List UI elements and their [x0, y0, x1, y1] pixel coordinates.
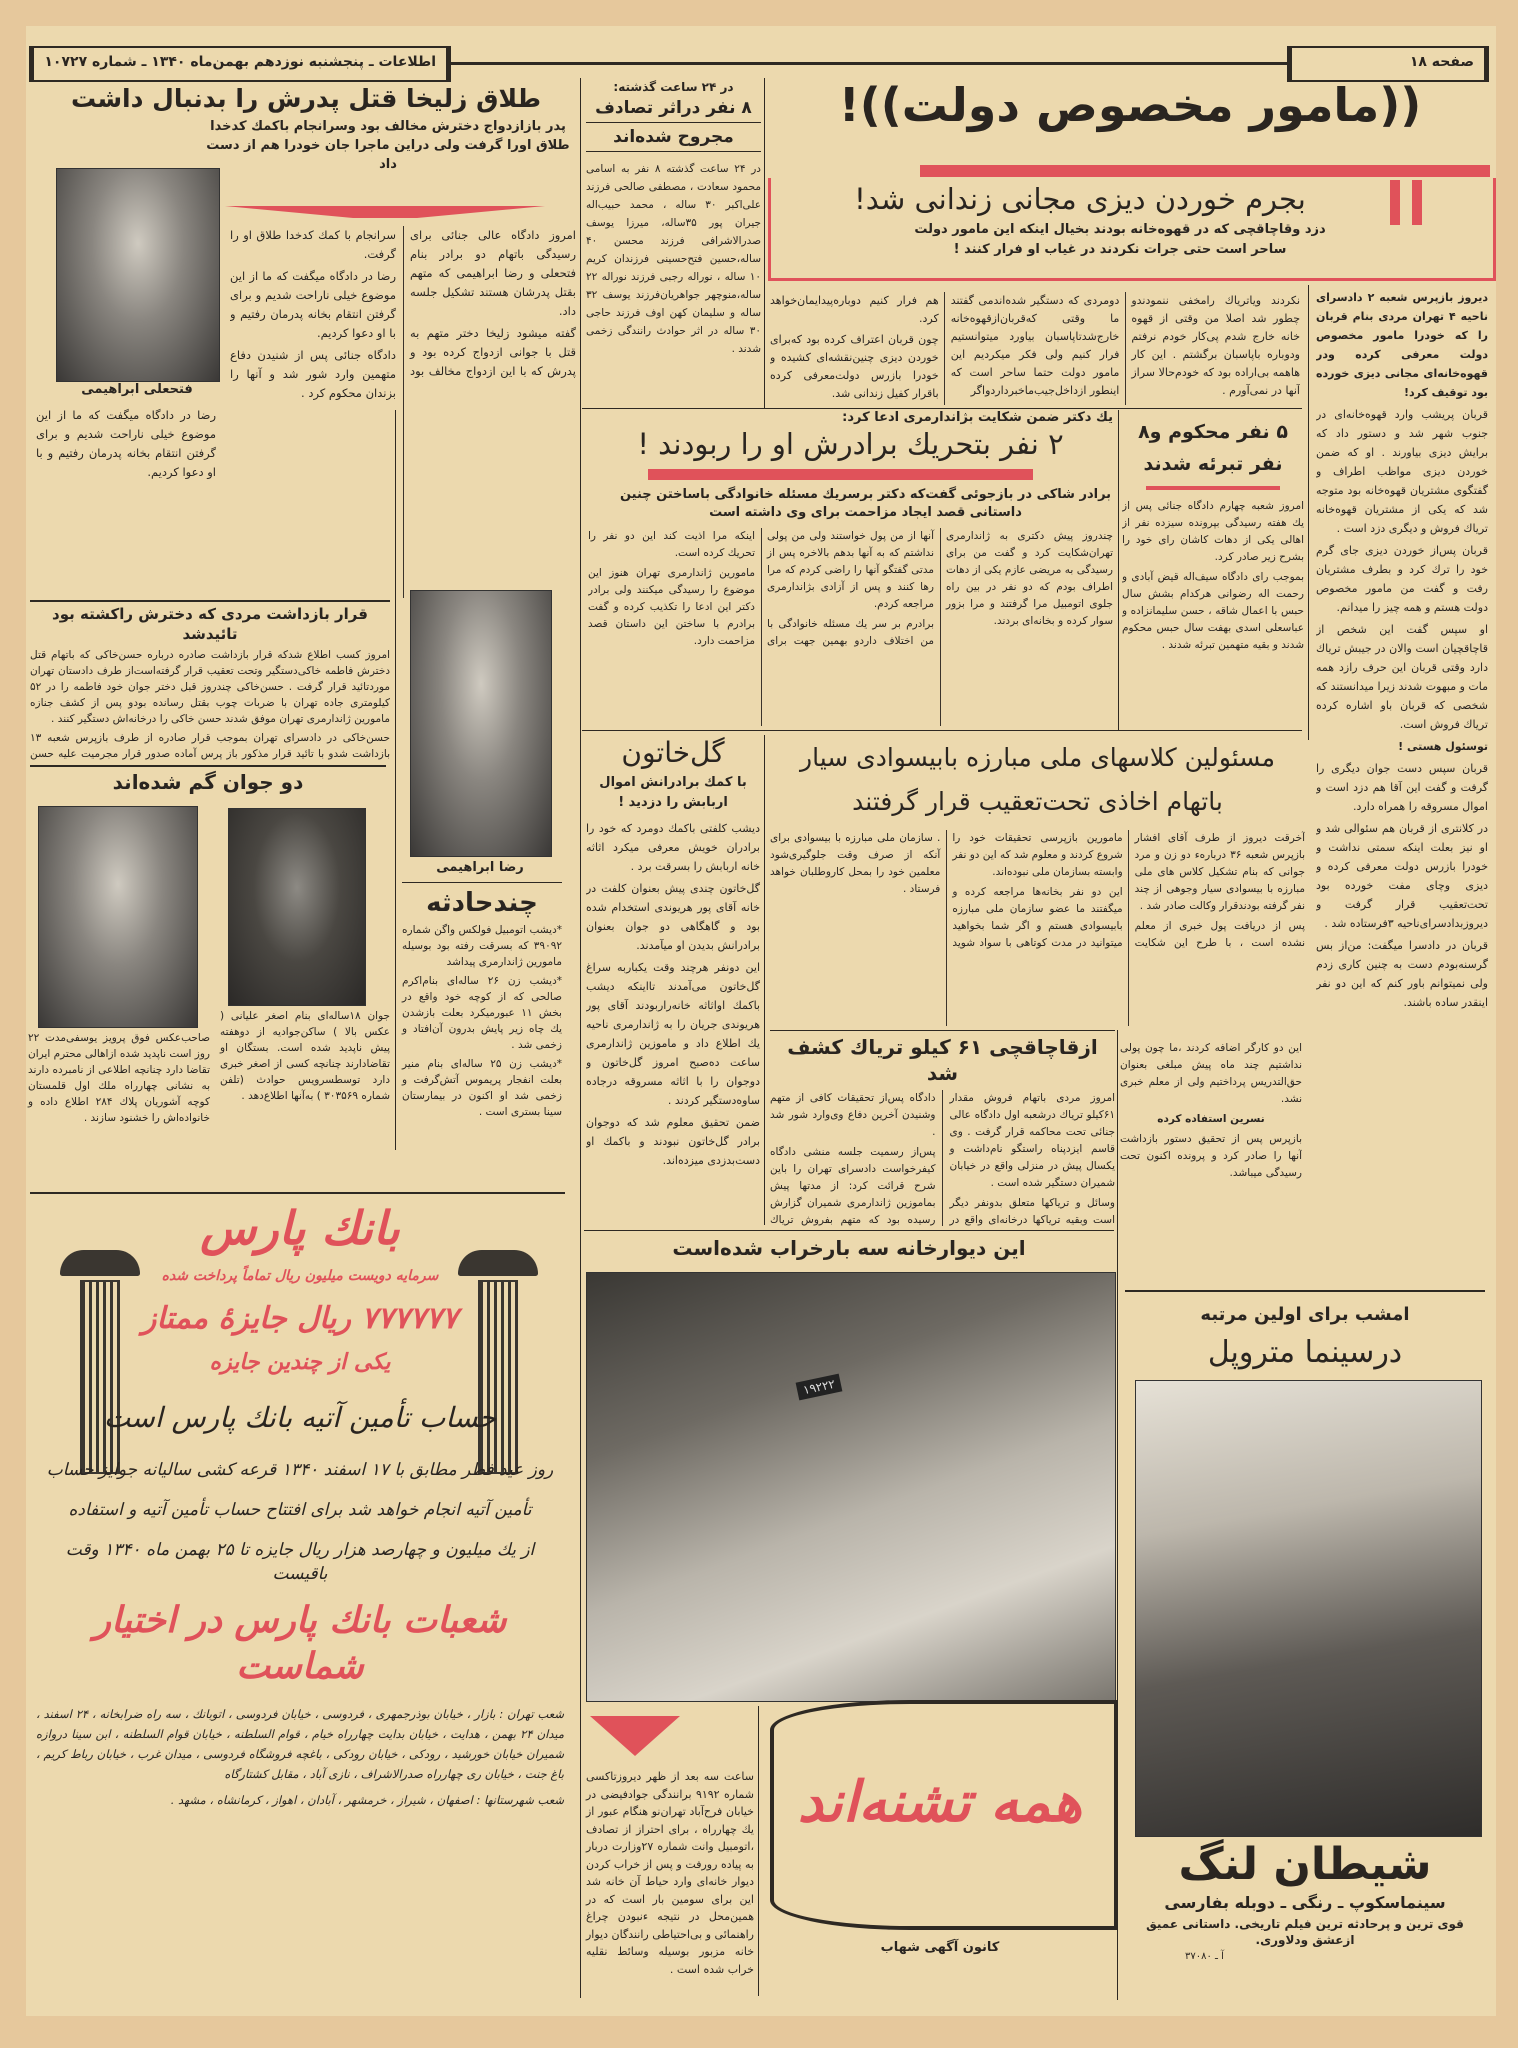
divider	[770, 1030, 1115, 1031]
body-arrest	[30, 647, 390, 762]
divider	[582, 408, 1302, 409]
ad-thirsty-title: همه تشنه‌اند	[797, 1770, 1083, 1835]
paragraph: امروز شعبه چهارم دادگاه جنائی پس از یك هفته رسیدگی بپرونده سیزده نفر از اهالی یکی از دهات کاشان رای خود را بشرح زیر صادر کرد.	[1122, 500, 1304, 563]
divider	[1125, 1290, 1485, 1292]
paragraph: این دو کارگر اضافه کردند ،ما چون پولی نداشتیم چند ماه پیش مبلغی بعنوان حق‌التدریس پرداختیم ولی از معلم خبری نشد.	[1120, 1042, 1302, 1105]
body-literacy	[770, 830, 1305, 1026]
opium-group	[770, 1034, 1115, 1226]
paragraph: وسائل و تریاکها متعلق بدونفر دیگر است وبقیه تریاکها درخانه‌ای واقع در	[949, 1197, 1115, 1226]
inline-subhead: نسرین استفاده کرده	[1157, 1113, 1265, 1125]
photo-wrecked-car	[586, 1272, 1116, 1702]
paragraph: رضا در دادگاه میگفت که ما از این موضوع خیلی ناراحت شدیم و برای گرفتن انتقام بخانه پدرمان رفتیم و با او دعوا کردیم.	[230, 269, 396, 340]
zoleikha-heading-group	[36, 84, 576, 174]
ad-bank-capital: سرمایه دویست میلیون ریال تماماً پرداخت شده	[161, 1268, 439, 1284]
incidents-group	[402, 888, 562, 1123]
ad-bank-line3: از یك میلیون و چهارصد هزار ریال جایزه تا ۲۵ بهمن ماه ۱۳۴۰ وقت باقیست	[65, 1540, 535, 1584]
arrest-group	[30, 604, 390, 762]
inline-subhead: توسئول هستی !	[1398, 740, 1488, 753]
headline-agent: ((مامور مخصوص دولت))!	[838, 78, 1422, 132]
paragraph: امروز مردی باتهام فروش مقدار ۶۱کیلو تریاك درشعبه اول دادگاه عالی جنائی تحت محاکمه قرار گرفت . وی قاسم ایزدپناه راستگو نام‌داشت و یکسال پیش در منزلی واقع در خیابان شمیران دستگیر شده است .	[949, 1092, 1115, 1189]
caption-reza: رضا ابراهیمی	[436, 860, 524, 875]
headline-sentenced: ۵ نفر محکوم و۸ نفر تبرئه شدند	[1138, 421, 1288, 475]
body-zoleikha-cont	[36, 406, 216, 596]
body-accidents: در ۲۴ ساعت گذشته ۸ نفر به اسامی محمود سعادت ، مصطفی صالحی فرزند علی‌اکبر ۳۰ ساله ، محمد حبیب‌اله جیران پور ۳۵ساله، میرزا یوسف صدرالاشرافی فرزند محسن ۴۰ ساله،حسین فتح‌حسینی فرزندان کریم ۱۰ ساله ، نوراله رجبی فرزند نوراله ۲۲ ساله،منوچهر جواهریان‌فرزند یوسف ۳۲ ساله و سلیمان کهن اوف فرزند حاجی ۳۰ ساله در اثر حوادث رانندگی زخمی شدند .	[586, 163, 761, 355]
column-rule	[764, 78, 765, 408]
incident-item: *دیشب زن ۲۵ ساله‌ای بنام منیر بعلت انفجار پریموس آتش‌گرفت و زخمی شد او اکنون در بیمارستان سینا بستری است .	[402, 1058, 562, 1118]
paragraph: حسن‌خاکی در دادسرای تهران بموجب قرار صادره از طرف بازپرس شعبه ۱۳ بازداشت شدو با تائید قرار مذکور باز پرس آماده صدور قرار مجرمیت علیه حسن	[30, 732, 390, 760]
cinema-text-group	[1125, 1838, 1485, 1964]
kicker-accidents: در ۲۴ ساعت گذشته:	[613, 80, 734, 94]
paragraph: قربان در دادسرا میگفت: من‌از بس گرسنه‌بودم دست به چنین کاری زدم ولی نمیتوانم باور کنم که این دو نفر اینقدر ساده باشند.	[1316, 939, 1488, 1009]
agent-subhead-group	[780, 182, 1380, 260]
cinema-film-title: شیطان لنگ	[1178, 1839, 1432, 1890]
paragraph: رضا در دادگاه میگفت که ما از این موضوع خیلی ناراحت شدیم و برای گرفتن انتقام بخانه پدرمان رفتیم و با او دعوا کردیم.	[36, 408, 216, 479]
paragraph: آخرقت دیروز از طرف آقای افشار بازپرس شعبه ۳۶ دربارهء دو زن و مرد جوانی که بنام تشکیل کلاس های ملی مبارزه با بیسوادی سیار وجوهی از چند نفر گرفته بودندقرار وکالت صادر شد .	[1134, 832, 1305, 912]
body-incidents	[402, 922, 562, 1123]
divider	[30, 1192, 565, 1194]
paragraph: دومردی که دستگیر شده‌اندمی گفتند ما وقتی که‌قربان‌ازقهوه‌خانه خارج‌شدتاپاسبان بیاورد میتوانستیم فرار کنیم ولی فکر میکردیم این مامور دولت حتما ساحر است که اینطور ازداخل‌جیب‌ماخبرداردواگر	[950, 294, 1120, 397]
ad-bank-line2: تأمین آتیه انجام خواهد شد برای افتتاح حساب تأمین آتیه و استفاده	[68, 1500, 532, 1520]
caption-parviz: صاحب‌عکس فوق پرویز یوسفی‌مدت ۲۲ روز است ناپدید شده ازاهالی محترم ایران تقاضا دارد چنانچه اطلاعی از نامبرده دارند به نشانی چهارراه ملك اول قلمستان کوچه آشوریان پلاك ۲۸۴ اطلاع داده و خانواده‌اش را خشنود سازند .	[28, 1032, 210, 1124]
license-plate: ۱۹۲۲۲	[796, 1374, 843, 1401]
ad-bank-line1: روز عید فطر مطابق با ۱۷ اسفند ۱۳۴۰ قرعه کشی سالیانه جوایز حساب	[46, 1460, 554, 1480]
golkhatun-group	[586, 736, 760, 1226]
column-rule	[758, 1706, 759, 1996]
column-rule	[395, 410, 396, 1150]
paragraph: بموجب رای دادگاه سیف‌اله قیض آبادی و رحمت اله رضوانی هرکدام بشش سال حبس با اعمال شاقه ، حسن سلیمانزاده و عباسعلی‌ اسدی بهفت سال حبس محکوم شدند و بقیه متهمین تبرئه شدند .	[1122, 571, 1304, 651]
ad-bank-group	[36, 1200, 564, 1810]
body-agent-right	[1316, 288, 1488, 1288]
headline-doctor: ۲ نفر بتحریك برادرش او را ربودند !	[637, 427, 1064, 461]
paragraph: در کلانتری از قربان هم سئوالی شد و او نیز بعلت اینکه سمتی نداشت و خودرا بازرس دولت معرفی کرده و دیزی وچای مفت خورده بود تحت‌تعقیب قرار گرفت و دیروزبدادسرای‌ناحیه ۳فرستاده شد .	[1316, 822, 1488, 930]
header-rule	[451, 62, 1287, 65]
incident-item: *دیشب زن ۲۶ ساله‌ای بنام‌اکرم صالحی که از کوچه خود واقع در بخش ۱۱ عبورمیکرد بعلت بازشدن یك چاه زیر پایش بدرون آن‌افتاد و زخمی شد .	[402, 975, 562, 1051]
headline-literacy: مسئولین کلاسهای ملی مبارزه بابیسوادی سیار باتهام اخاذی تحت‌تعقیب قرار گرفتند	[800, 743, 1275, 816]
body-agent	[770, 292, 1300, 405]
red-rule	[648, 469, 1033, 480]
body-zoleikha	[230, 226, 576, 598]
divider	[30, 765, 386, 767]
divider	[402, 882, 562, 883]
ad-bank-branches-tehran: شعب تهران : بازار ، خیابان بوذرجمهری ، فردوسی ، خیابان فردوسی ، اتوبانك ، سه راه ضرابخانه ، ۲۴ اسفند ، میدان ۲۴ بهمن ، هدایت ، خیابان بدایت چهارراه خیام ، قوام السلطنه ، خیابان قوام السلطنه ، ابن سینا دروازه شمیران خیابان خورشید ، رودکی ، خیابان رودکی ، باغچه فروشگاه فردوسی ، میدان غرب ، خیابان رباط کریم ، باغ جنت ، خیابان ری چهارراه صدرالاشراف ، نازی آباد ، مقابل کشتارگاه	[36, 1707, 564, 1781]
paragraph: مامورین ژاندارمری تهران هنوز این موضوع را رسیدگی میکنند ولی برادر دکتر این ادعا را تکذیب کرده و گفت برادرم با ساختن این داستان قصد مزاحمت دارد.	[588, 567, 755, 647]
paragraph: این دونفر هرچند وقت یکباربه سراغ گل‌خاتون می‌آمدند تااینکه دیشب باکمك اواثاثه خانه‌راربودند آقای پور هریوندی جریان را به ژاندارمری ناحیه یك اطلاع داد و ماموزین ژاندارمری ساعت ده‌صبح امروز گل‌خاتون و دوجوان را با اثاثه مسروقه درجاده ساوه‌دستگیر کردند .	[586, 961, 760, 1107]
paragraph: قربان پریشب وارد قهوه‌خانه‌ای در جنوب شهر شد و دستور داد که برایش دیزی بیاورند . او که ضمن خوردن دیزی مواظب اطراف و گفتگوی مشتریان قهوه‌خانه بود متوجه شد که یکی از مشتریان قهوه‌خانه تریاك فروش و دیگری دزد است .	[1316, 408, 1488, 535]
paragraph: برادرم بر سر یك مسئله خانوادگی با من اختلاف داردو بهمین جهت برای اینکه مرا اذیت کند این دو نفر را تحریك کرده است.	[588, 530, 934, 647]
paragraph: ضمن تحقیق معلوم شد که دوجوان برادر گل‌خاتون نبودند و باکمك او دست‌بدزدی میزده‌اند.	[586, 1116, 760, 1167]
cinema-kicker: امشب برای اولین مرتبه	[1200, 1304, 1410, 1325]
body-doctor	[588, 528, 1113, 726]
body-sentenced	[1122, 498, 1304, 726]
ad-bank-prize: ۷۷۷۷۷۷ ریال جایزهٔ ممتاز	[141, 1301, 459, 1336]
paragraph: دادگاه پس‌از تحقیقات کافی از متهم وشنیدن آخرین دفاع وی‌وارد شور شد .	[770, 1092, 936, 1138]
paragraph: دیشب کلفتی باکمك دومرد که خود را برادران خویش معرفی میکرد اثاثه خانه اربابش را بسرقت برد .	[586, 822, 760, 873]
cinema-format: سینماسکوپ ـ رنگی ـ دوبله بفارسی	[1164, 1893, 1446, 1912]
headline-zoleikha: طلاق زلیخا قتل پدرش را بدنبال داشت	[70, 84, 541, 113]
headline-accidents-2: مجروح شده‌اند	[586, 127, 761, 152]
column-rule	[580, 78, 581, 1998]
accidents-group	[586, 80, 761, 358]
body-literacy-cont	[1120, 1040, 1302, 1285]
subhead-agent: بجرم خوردن دیزی مجانی زندانی شد!	[854, 182, 1306, 216]
incident-item: *دیشب اتومبیل فولکس واگن شماره ۳۹۰۹۲ که بسرقت رفته بود بوسیله مامورین ژاندارمری پیداشد	[402, 924, 562, 968]
paragraph: هم فرار کنیم دوباره‌پیدایمان‌خواهد کرد.	[770, 294, 939, 325]
deck-golkhatun: با کمك برادرانش اموال اربابش را دزدید !	[599, 775, 747, 810]
body-wall: ساعت سه بعد از ظهر دیروزتاکسی شماره ۹۱۹۲ برانندگی جوادفیضی در خیابان فرح‌آباد تهران‌نو هنگام عبور از یك چهارراه ، برای احتراز از تصادف ،اتومبیل وانت شماره ۲۷وزارت دربار به پیاده رورفت و پس از خراب کردن دیوار خانه‌ای وارد حیاط آن خانه شد این برای سومین بار است که در همین‌محل در نتیجه ءنبودن چراغ راهنمائی و بی‌احتیاطی رانندگان دیوار خانه مزبور بوسیله وسائط نقلیه خراب شده است .	[586, 1770, 755, 1976]
paragraph: پس‌از رسمیت جلسه منشی دادگاه کیفرخواست دادسرای تهران را باین شرح قرائت کرد: از مدتها پیش بماموزین ژاندارمری شمیران گزارش رسیده بود که متهم بفروش تریاك	[770, 1146, 936, 1226]
photo-reza-ebrahimi	[410, 590, 552, 857]
body-opium	[770, 1090, 1115, 1226]
divider	[30, 600, 390, 602]
divider	[582, 730, 1302, 731]
page-number-box	[1287, 46, 1489, 82]
photo-parviz-yousefi	[38, 806, 198, 1028]
ad-bank-account: حساب تأمین آتیه بانك پارس است	[103, 1401, 497, 1434]
cinema-ad-code: آ ـ ۳۷۰۸۰	[1185, 1951, 1224, 1962]
paragraph: امروز کسب اطلاع شدکه قرار بازداشت صادره درباره حسن‌خاکی که باتهام قتل دخترش فاطمه خاکی‌دستگیر وتحت تعقیب قرار گرفته‌است‌از طرف دادستان تهران موردتائید قرار گرفت . حسن‌خاکی چندروز قبل دختر جوان خود فاطمه را در ۵۲ کیلومتری جاده تهران با ضربات چوب بقتل رسانده بودو پس از کشف جنازه مامورین ژاندارمری تهران موفق شدند حسن خاکی را درخانه‌اش دستگیر کنند .	[30, 649, 390, 725]
photo-asghar-aliani	[228, 808, 366, 1006]
paragraph: قربان پس‌از خوردن دیزی جای گرم خود را ترك کرد و بطرف مشتریان رفت و گفت من مامور مخصوص دولت هستم و همه چیز را میدانم.	[1316, 544, 1488, 614]
divider	[584, 1230, 1114, 1231]
literacy-group	[770, 736, 1305, 1026]
page-number: صفحه ۱۸	[1409, 54, 1474, 70]
ad-bank-title: بانك پارس	[200, 1201, 400, 1255]
headline-accidents-1: ۸ نفر دراثر تصادف	[586, 98, 761, 123]
paragraph: دادگاه جنائی پس از شنیدن دفاع متهمین وارد شور شد و آنها را بزندان محکوم کرد .	[230, 348, 396, 400]
photo-fathali-ebrahimi	[56, 168, 220, 382]
headline-golkhatun: گل‌خاتون	[621, 736, 725, 769]
kicker-doctor: یك دکتر ضمن شکایت بژاندارمری ادعا کرد:	[842, 410, 1113, 425]
column-rule	[764, 735, 765, 1225]
red-bar	[1390, 180, 1400, 225]
red-bar	[1412, 180, 1422, 225]
masthead-text: اطلاعات ـ پنجشنبه نوزدهم بهمن‌ماه ۱۳۴۰ ـ شماره ۱۰۷۲۷	[44, 54, 436, 70]
paragraph: او سپس گفت این شخص از قاچاقچیان است والان در جیبش تریاك دارد وقتی قربان این حرف رازد همه مات و مبهوت شدند زیرا میدانستند که شخصی که قربان باو اشاره کرده تریاك فروش است.	[1316, 623, 1488, 731]
masthead-box	[29, 46, 451, 82]
lead-paragraph: دیروز بازپرس شعبه ۲ دادسرای ناحیه ۴ تهران مردی بنام قربان را که خودرا مامور مخصوص دولت معرفی کرده ودر قهوه‌خانه‌ای مجانی دیزی خورده بود توقیف کرد!	[1316, 291, 1488, 399]
film-poster-image	[1135, 1380, 1482, 1837]
deck-agent: دزد وقاچاقچی که در قهوه‌خانه بودند بخیال اینکه این مامور دولت ساحر است حتی جرات نکردند در غیاب او فرار کنند !	[914, 222, 1326, 257]
subhead-zoleikha: پدر بازازدواج دخترش مخالف بود وسرانجام باکمك کدخدا طلاق اورا گرفت ولی دراین ماجرا جان خودرا هم از دست داد	[206, 119, 570, 172]
paragraph: پس از دریافت پول خبری از معلم نشده است ، با طرح این شکایت مامورین بازپرسی تحقیقات خود را شروع کردند و معلوم شد که این دو نفر وابسته بسازمان ملی نبوده‌اند.	[952, 832, 1305, 949]
paragraph: نکردند ویاتریاك رامخفی ننمودندو چطور شد اصلا من وقتی از قهوه خانه خارج شدم پی‌کار خودم نرفتم ودوباره باپاسبان برگشتم . این کار هاهمه بی‌اراده بود که خودم‌حالا سراز آنها در نمی‌آورم .	[1131, 294, 1300, 397]
ad-thirsty-agency: کانون آگهی شهاب	[880, 1940, 1000, 1955]
column-rule	[1308, 285, 1309, 740]
sentenced-group	[1122, 416, 1304, 726]
cinema-venue: درسینما متروپل	[1207, 1335, 1403, 1370]
ad-bank-branches-title: شعبات بانك پارس در اختیار شماست	[93, 1600, 507, 1687]
doctor-group	[588, 410, 1113, 726]
ad-bank-one-of: یکی از چندین جایزه	[209, 1350, 391, 1375]
caption-asghar: جوان ۱۸ساله‌ای بنام اصغر علیانی ( عکس بالا ) ساکن‌جوادیه از دوهفته پیش ناپدید شده است. بستگان او تقاضادارند چنانچه کسی از اصغر خبری دارد توسطسرویس حوادث (تلفن شماره ۳۰۳۵۶۹ ) به‌آنها اطلاع‌دهد .	[220, 1010, 390, 1102]
headline-arrest: قرار بازداشت مردی که دخترش راکشته بود تائیدشد	[52, 605, 368, 643]
paragraph: گفته میشود زلیخا دختر متهم به قتل با جوانی ازدواج کرده بود و پدرش که با این ازدواج مخالف بود سرانجام با کمك کدخدا طلاق او را گرفت.	[230, 228, 576, 378]
paragraph: امروز دادگاه عالی جنائی برای رسیدگی باتهام دو برادر بنام فتحعلی و رضا ابراهیمی که متهم بقتل پدرشان هستند تشکیل جلسه داد.	[410, 228, 576, 318]
paragraph: چندروز پیش دکتری به ژاندارمری تهران‌شکایت کرد و گفت من برای رسیدگی به مریضی عازم یکی از دهات اطراف بودم که دو نفر در بین راه جلوی اتومبیل مرا گرفتند و مرا بزور سوار کرده و بخانه‌ای بردند.	[946, 530, 1113, 627]
headline-wall: این دیوارخانه سه بارخراب شده‌است	[672, 1236, 1026, 1260]
deck-doctor: برادر شاکی در بازجوئی گفت‌که دکتر برسریك مسئله خانوادگی باساختن چنین داستانی قصد ایجاد مزاحمت برای وی داشته است	[619, 487, 1112, 520]
ad-bank-branches-cities: شعب شهرستانها : اصفهان ، شیراز ، خرمشهر ، آبادان ، اهواز ، کرمانشاه ، مشهد .	[170, 1793, 564, 1807]
paragraph: آنها از من پول خواستند ولی من پولی نداشتم که به آنها بدهم بالاخره پس از مدتی گفتگو آنها را راضی کردم که مرا رها کنند و پس از آزادی بژاندارمری مراجعه کردم.	[767, 530, 934, 610]
paragraph: گل‌خاتون چندی پیش بعنوان کلفت در خانه آقای پور هریوندی استخدام شده بود و گاهگاهی دو جوان بعنوان برادرانش بدیدن او میآمدند.	[586, 882, 760, 952]
body-golkhatun	[586, 819, 760, 1226]
paragraph: چون قربان اعتراف کرده بود که‌برای خوردن دیزی چنین‌نقشه‌ای کشیده و خودرا بازرس دولت‌معرفی کرده باقرار کفیل زندانی شد.	[770, 333, 939, 400]
column-rule	[1118, 410, 1119, 730]
headline-opium: ازقاچاقچی ۶۱ کیلو تریاك کشف شد	[787, 1035, 1098, 1085]
paragraph: قربان سپس دست جوان دیگری را گرفت و گفت این آقا هم دزد است و اموال مسروقه را همراه دارد.	[1316, 762, 1488, 813]
caption-fathali: فتحعلی ابراهیمی	[81, 382, 193, 397]
cinema-tagline: قوی ترین و پرحادثه ترین فیلم تاریخی. داستانی عمیق ازعشق ودلاوری.	[1146, 1917, 1464, 1947]
headline-missing: دو جوان گم شده‌اند	[112, 770, 304, 794]
red-rule	[920, 165, 1490, 177]
paragraph: بازپرس پس از تحقیق دستور بازداشت آنها را صادر کرد و پرونده اکنون تحت رسیدگی میباشد.	[1120, 1133, 1302, 1179]
red-ornament	[1146, 486, 1280, 490]
paragraph: این دو نفر بخانه‌ها مراجعه کرده و میگفتند ما عضو سازمان ملی مبارزه بابیسوادی هستم و اگر شما بخواهید میتوانید در مدت کوتاهی با سواد شوید . سازمان ملی مبارزه با بیسوادی برای آنکه از صرف وقت جلوگیری‌شود معلمین خود را بمحل کاروطلبان خواهد فرستاد .	[770, 832, 1123, 949]
headline-incidents: چندحادثه	[426, 888, 538, 918]
